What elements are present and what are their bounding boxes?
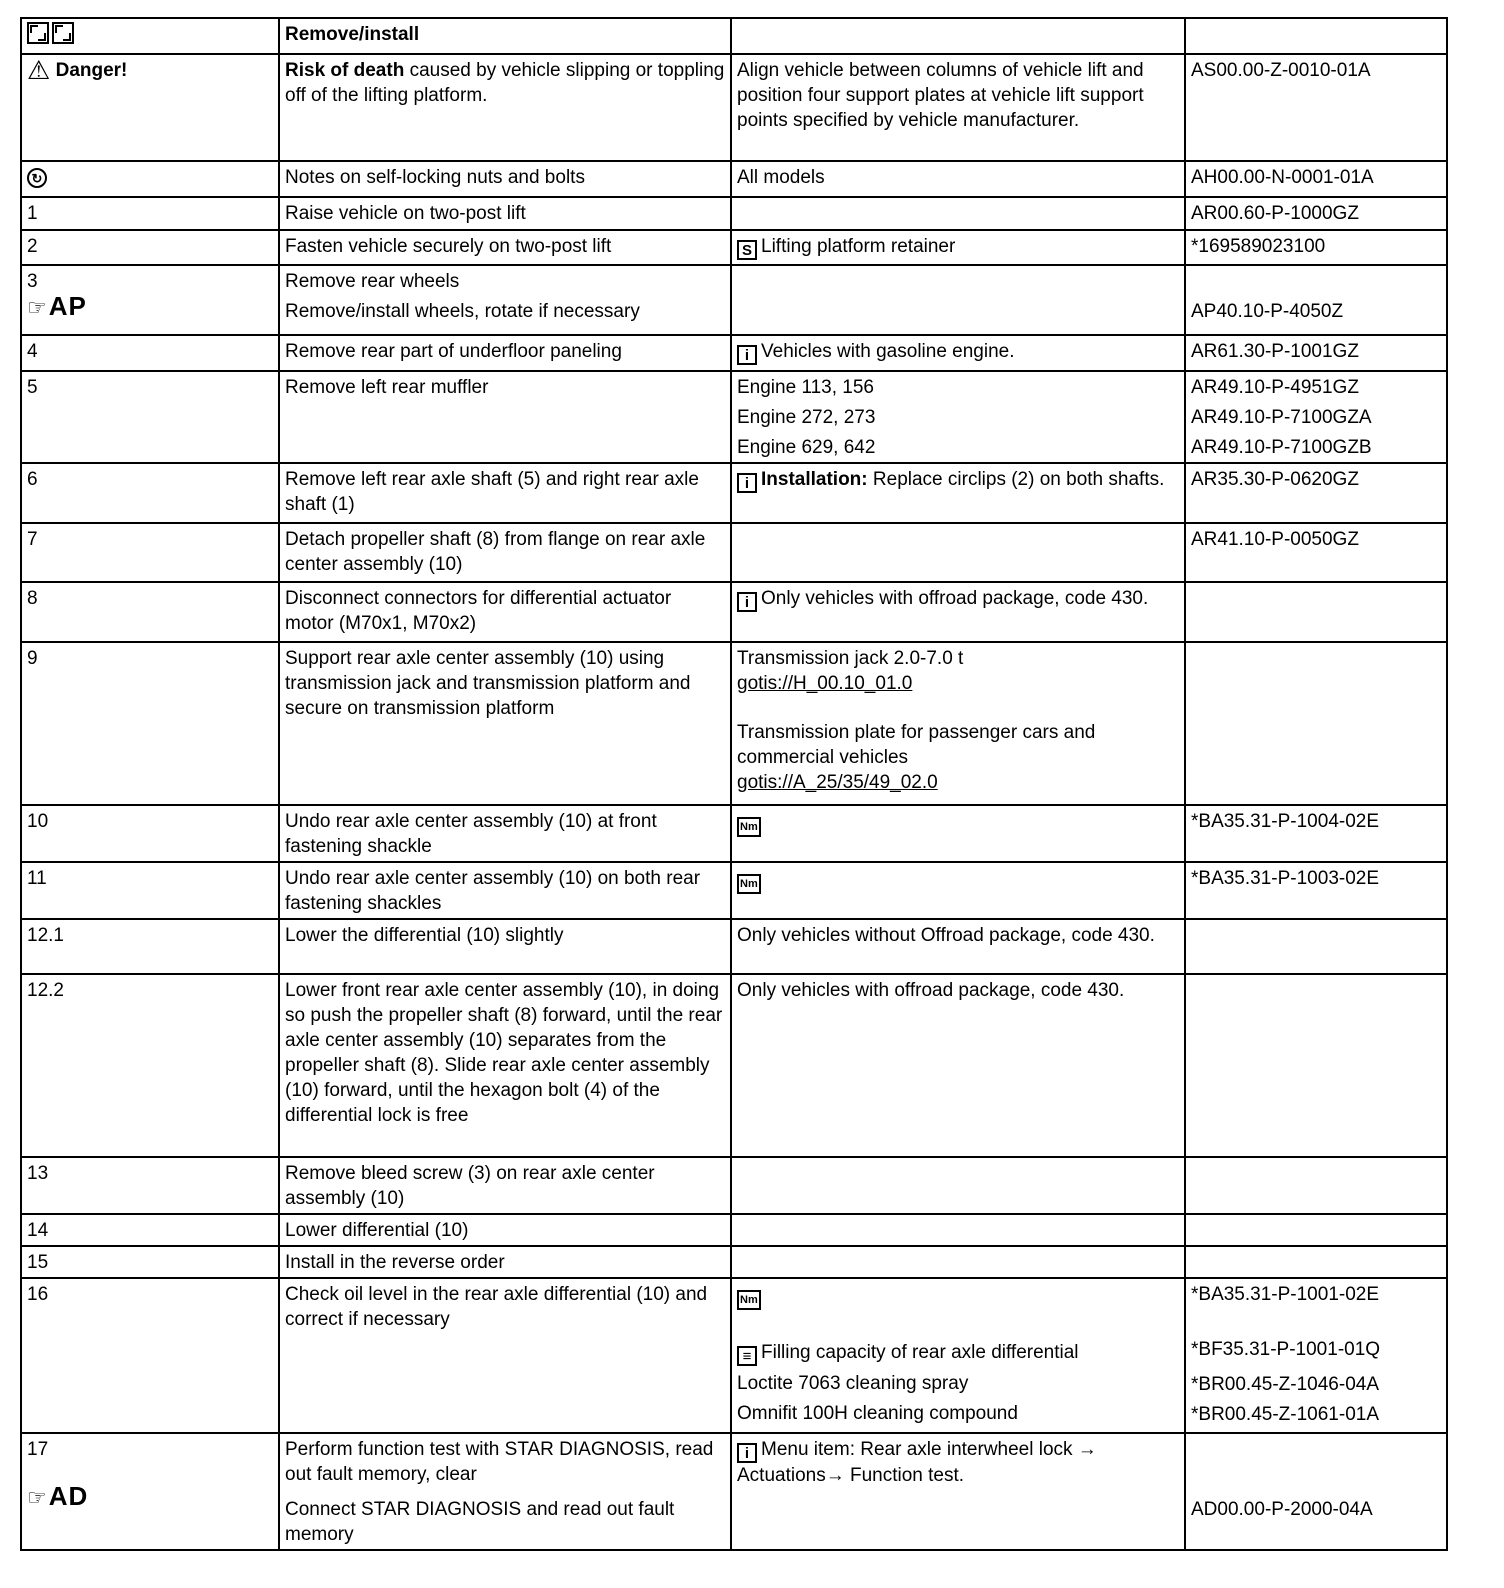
table-row <box>21 335 1447 371</box>
step-number: 6 <box>21 463 279 523</box>
reference-link[interactable]: AD00.00-P-2000-04A <box>1191 1499 1373 1520</box>
step-number: 16 <box>21 1278 279 1433</box>
step-text: Support rear axle center assembly (10) using transmission jack and transmission platform and secure on transmission platform <box>279 642 731 805</box>
info-icon: i <box>737 592 757 612</box>
info-icon: i <box>737 345 757 365</box>
warning-icon: ⚠ <box>27 55 51 85</box>
expand-icon <box>27 22 49 44</box>
danger-text: caused by vehicle slipping or toppling off of the lifting platform. <box>285 60 725 106</box>
table-row <box>21 1278 1447 1433</box>
step-note: Only vehicles with offroad package, code 430. <box>761 588 1149 609</box>
special-tool-icon: S <box>737 240 757 260</box>
step-note: Lifting platform retainer <box>761 236 956 257</box>
header-title: Remove/install <box>279 18 731 54</box>
table-row <box>21 1214 1447 1246</box>
pointing-hand-icon: ☞ <box>27 295 47 320</box>
step-text: Undo rear axle center assembly (10) on both rear fastening shackles <box>279 862 731 919</box>
reference-link[interactable]: *BR00.45-Z-1061-01A <box>1191 1404 1379 1425</box>
step-text: Remove left rear muffler <box>279 371 731 463</box>
step-note: Vehicles with gasoline engine. <box>761 341 1015 362</box>
step-subtext: Remove/install wheels, rotate if necessary <box>285 301 640 322</box>
step-text: Remove rear wheels <box>285 271 460 292</box>
danger-note: Align vehicle between columns of vehicle lift and position four support plates at vehicle lift support points specified by vehicle manufacturer. <box>731 54 1185 161</box>
table-row <box>21 371 1447 463</box>
info-icon: i <box>737 1443 757 1463</box>
step-subtext: Connect STAR DIAGNOSIS and read out fault memory <box>285 1499 675 1545</box>
step-note: Menu item: Rear axle interwheel lock → Actuations→ Function test. <box>737 1439 1097 1486</box>
step-note: Engine 629, 642 <box>737 437 876 458</box>
step-note: All models <box>731 161 1185 197</box>
step-number: 2 <box>21 230 279 265</box>
table-row <box>21 265 1447 335</box>
step-number: 9 <box>21 642 279 805</box>
step-number: 8 <box>21 582 279 642</box>
table-row <box>21 974 1447 1157</box>
table-row <box>21 18 1447 54</box>
step-number: 17 <box>27 1439 49 1460</box>
capacity-icon: ≡ <box>737 1346 757 1366</box>
torque-icon: Nm <box>737 817 761 837</box>
step-number: 12.1 <box>21 919 279 974</box>
installation-label: Installation: <box>761 469 868 490</box>
reference-link[interactable]: *BF35.31-P-1001-01Q <box>1191 1339 1381 1360</box>
step-note: Filling capacity of rear axle differential <box>761 1342 1079 1363</box>
gotis-link[interactable]: gotis://A_25/35/49_02.0 <box>737 772 938 793</box>
torque-icon: Nm <box>737 1290 761 1310</box>
table-row <box>21 230 1447 265</box>
step-note: Only vehicles without Offroad package, code 430. <box>731 919 1185 974</box>
step-number: 12.2 <box>21 974 279 1157</box>
table-row <box>21 1433 1447 1550</box>
reference-link[interactable]: AS00.00-Z-0010-01A <box>1185 54 1447 161</box>
step-text: Raise vehicle on two-post lift <box>279 197 731 230</box>
step-number: 7 <box>21 523 279 582</box>
step-text: Detach propeller shaft (8) from flange on rear axle center assembly (10) <box>279 523 731 582</box>
step-text: Lower differential (10) <box>279 1214 731 1246</box>
reference-link[interactable]: AR41.10-P-0050GZ <box>1185 523 1447 582</box>
step-note: Engine 272, 273 <box>737 407 876 428</box>
reference-link[interactable]: AR61.30-P-1001GZ <box>1185 335 1447 371</box>
step-note: Engine 113, 156 <box>737 377 874 398</box>
table-row <box>21 1157 1447 1214</box>
step-note: Loctite 7063 cleaning spray <box>737 1373 969 1394</box>
gotis-link[interactable]: gotis://H_00.10_01.0 <box>737 673 913 694</box>
step-number: 3 <box>27 271 38 292</box>
danger-title: Risk of death <box>285 60 405 81</box>
reference-link[interactable]: *BA35.31-P-1004-02E <box>1185 805 1447 862</box>
reference-link[interactable]: AP40.10-P-4050Z <box>1191 301 1344 322</box>
reference-link[interactable]: *169589023100 <box>1185 230 1447 265</box>
step-text: Disconnect connectors for differential actuator motor (M70x1, M70x2) <box>279 582 731 642</box>
table-row <box>21 805 1447 862</box>
info-icon: i <box>737 473 757 493</box>
reference-link[interactable]: AH00.00-N-0001-01A <box>1185 161 1447 197</box>
step-number: 4 <box>21 335 279 371</box>
reference-link[interactable]: *BA35.31-P-1001-02E <box>1191 1284 1380 1305</box>
ad-label: AD <box>48 1481 89 1511</box>
step-text: Install in the reverse order <box>279 1246 731 1278</box>
step-text: Lower front rear axle center assembly (10), in doing so push the propeller shaft (8) forward, until the rear axle center assembly (10) separates from the propeller shaft (8). Slide rear axle center assembly (10) forward, until the hexagon bolt (4) of the differential lock is free <box>279 974 731 1157</box>
table-row <box>21 1246 1447 1278</box>
reference-link[interactable]: AR49.10-P-7100GZB <box>1191 437 1372 458</box>
step-number: 11 <box>21 862 279 919</box>
step-note: Omnifit 100H cleaning compound <box>737 1403 1018 1424</box>
tool-note: Transmission plate for passenger cars and commercial vehicles <box>737 722 1096 768</box>
table-row <box>21 642 1447 805</box>
header-icons <box>21 18 279 54</box>
table-row <box>21 197 1447 230</box>
table-row <box>21 582 1447 642</box>
table-row <box>21 919 1447 974</box>
reference-link[interactable]: AR49.10-P-7100GZA <box>1191 407 1372 428</box>
table-row <box>21 523 1447 582</box>
table-row <box>21 54 1447 161</box>
pointing-hand-icon: ☞ <box>27 1485 47 1510</box>
reference-link[interactable]: *BR00.45-Z-1046-04A <box>1191 1374 1379 1395</box>
step-text: Lower the differential (10) slightly <box>279 919 731 974</box>
step-note: Replace circlips (2) on both shafts. <box>867 469 1165 490</box>
notes-icon: ↻ <box>27 168 47 188</box>
step-text: Remove left rear axle shaft (5) and right rear axle shaft (1) <box>279 463 731 523</box>
step-number: 5 <box>21 371 279 463</box>
step-text: Notes on self-locking nuts and bolts <box>279 161 731 197</box>
step-text: Perform function test with STAR DIAGNOSIS, read out fault memory, clear <box>285 1439 714 1485</box>
reference-link[interactable]: AR49.10-P-4951GZ <box>1191 377 1359 398</box>
table-row <box>21 463 1447 523</box>
step-text: Undo rear axle center assembly (10) at front fastening shackle <box>279 805 731 862</box>
step-number: 14 <box>21 1214 279 1246</box>
reference-link[interactable]: AR00.60-P-1000GZ <box>1185 197 1447 230</box>
step-number: 10 <box>21 805 279 862</box>
procedure-table <box>20 17 1448 1551</box>
step-note: Only vehicles with offroad package, code 430. <box>731 974 1185 1157</box>
table-row <box>21 161 1447 197</box>
torque-icon: Nm <box>737 874 761 894</box>
reference-link[interactable]: AR35.30-P-0620GZ <box>1185 463 1447 523</box>
ap-label: AP <box>48 291 87 321</box>
step-number: 1 <box>21 197 279 230</box>
step-number: 15 <box>21 1246 279 1278</box>
step-number: 13 <box>21 1157 279 1214</box>
tool-note: Transmission jack 2.0-7.0 t <box>737 648 964 669</box>
step-text: Remove bleed screw (3) on rear axle center assembly (10) <box>279 1157 731 1214</box>
step-text: Check oil level in the rear axle differential (10) and correct if necessary <box>279 1278 731 1433</box>
danger-label: Danger! <box>55 60 128 81</box>
collapse-icon <box>52 22 74 44</box>
table-row <box>21 862 1447 919</box>
step-text: Fasten vehicle securely on two-post lift <box>279 230 731 265</box>
step-text: Remove rear part of underfloor paneling <box>279 335 731 371</box>
reference-link[interactable]: *BA35.31-P-1003-02E <box>1185 862 1447 919</box>
